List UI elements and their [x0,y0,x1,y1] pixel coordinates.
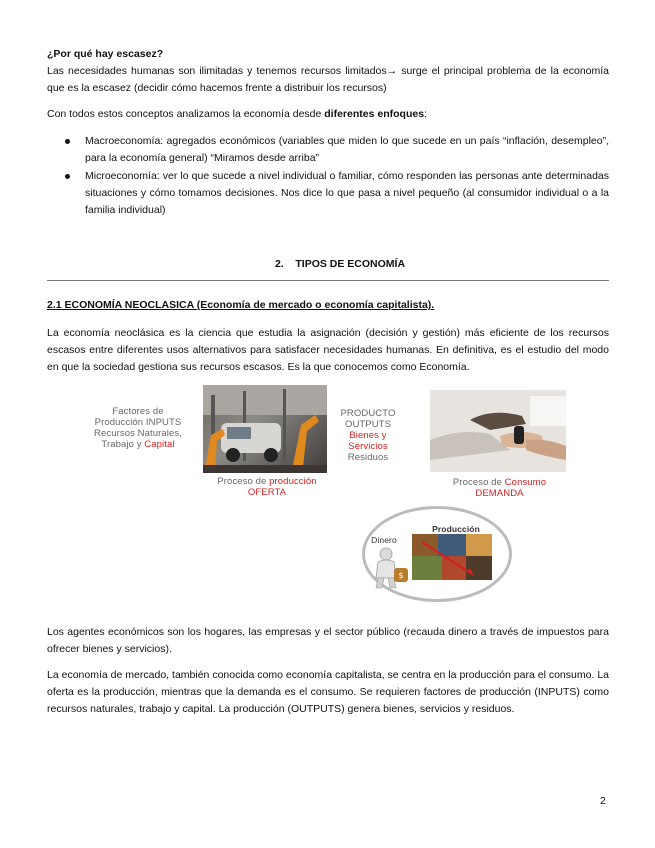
produccion-label: Producción [432,524,480,534]
product-line: Residuos [347,452,389,463]
page-number: 2 [600,795,606,807]
product-line: OUTPUTS [344,419,392,430]
factors-line: Producción INPUTS [94,417,182,428]
approaches-colon: : [424,108,427,120]
approaches-list [63,133,609,220]
list-item [63,133,609,167]
paragraph-scarcity: Las necesidades humanas son ilimitadas y tenemos recursos limitados→ surge el principal problema de la economía que es la escasez (decidir cómo hacemos frente a distribuir los recursos) [47,65,609,94]
list-item-text: Macroeconomía: agregados económicos (variables que miden lo que sucede en un país “inflación, desempleo”, para la economía general) “Miramos desde arriba” [85,135,609,164]
consumption-process-text: Proceso de [452,477,505,488]
bullet-icon [65,139,70,144]
factors-line [83,439,193,450]
person-money-icon [370,546,410,590]
car-keys-illustration [430,390,566,472]
product-label [338,408,398,463]
consumption-process-line [432,477,567,488]
factors-label [83,406,193,450]
production-process-line [202,476,332,487]
paragraph-neoclassical: La economía neoclásica es la ciencia que estudia la asignación (decisión y gestión) más eficiente de los recursos escasos entre diferentes usos alternativos para satisfacer necesidades humanas. En definitiva, es el estudio del modo en que la sociedad gestiona sus recursos escasos. Es la que conocemos como Economía. [47,327,609,373]
dinero-label: Dinero [371,535,397,545]
oferta-label: OFERTA [247,487,287,498]
production-collage-image [412,534,492,580]
paragraph-approaches [47,106,609,123]
car-keys-image [430,390,566,472]
factory-illustration [203,385,327,473]
list-item-text: Microeconomía: ver lo que sucede a nivel individual o familiar, cómo responden las personas ante determinadas situaciones y cómo tomamos decisiones. Nos dice lo que pasa a nivel pequeño (al consumidor individual o a la familia individual) [85,170,609,216]
factors-capital: Capital [144,439,175,450]
production-collage-illustration [412,534,492,580]
consumption-word: Consumo [504,477,547,488]
list-item [63,168,609,219]
paragraph-market-economy: La economía de mercado, también conocida como economía capitalista, se centra en la producción para el consumo. La oferta es la producción, mientras que la demanda es el consumo. Se requieren factores de producción (INPUTS) como recursos naturales, trabajo y capital. La producción (OUTPUTS) genera bienes, servicios y residuos. [47,669,609,715]
bullet-icon [65,174,70,179]
heading-scarcity: ¿Por qué hay escasez? [47,48,164,60]
approaches-bold: diferentes enfoques [324,108,425,120]
production-process-label [202,476,332,498]
factors-line: Factores de [112,406,164,417]
paragraph-agents: Los agentes económicos son los hogares, las empresas y el sector público (recauda dinero a través de impuestos para ofrecer bienes y servicios). [47,626,609,655]
subsection-title: 2.1 ECONOMÍA NEOCLASICA (Economía de mercado o economía capitalista). [47,299,435,311]
factors-line: Recursos Naturales, [94,428,182,439]
product-line: PRODUCTO [340,408,396,419]
product-line: Servicios [348,441,388,452]
section-divider [47,280,609,281]
approaches-text: Con todos estos conceptos analizamos la economía desde [47,108,325,120]
section-title: 2. TIPOS DE ECONOMÍA [274,258,406,270]
demanda-label: DEMANDA [475,488,524,499]
factors-text: Trabajo y [101,439,145,450]
consumption-process-label [432,477,567,499]
svg-text:$: $ [398,571,404,580]
production-process-text: Proceso de [217,476,270,487]
product-line: Bienes y [349,430,387,441]
production-word: producción [269,476,317,487]
factory-robots-image [203,385,327,473]
